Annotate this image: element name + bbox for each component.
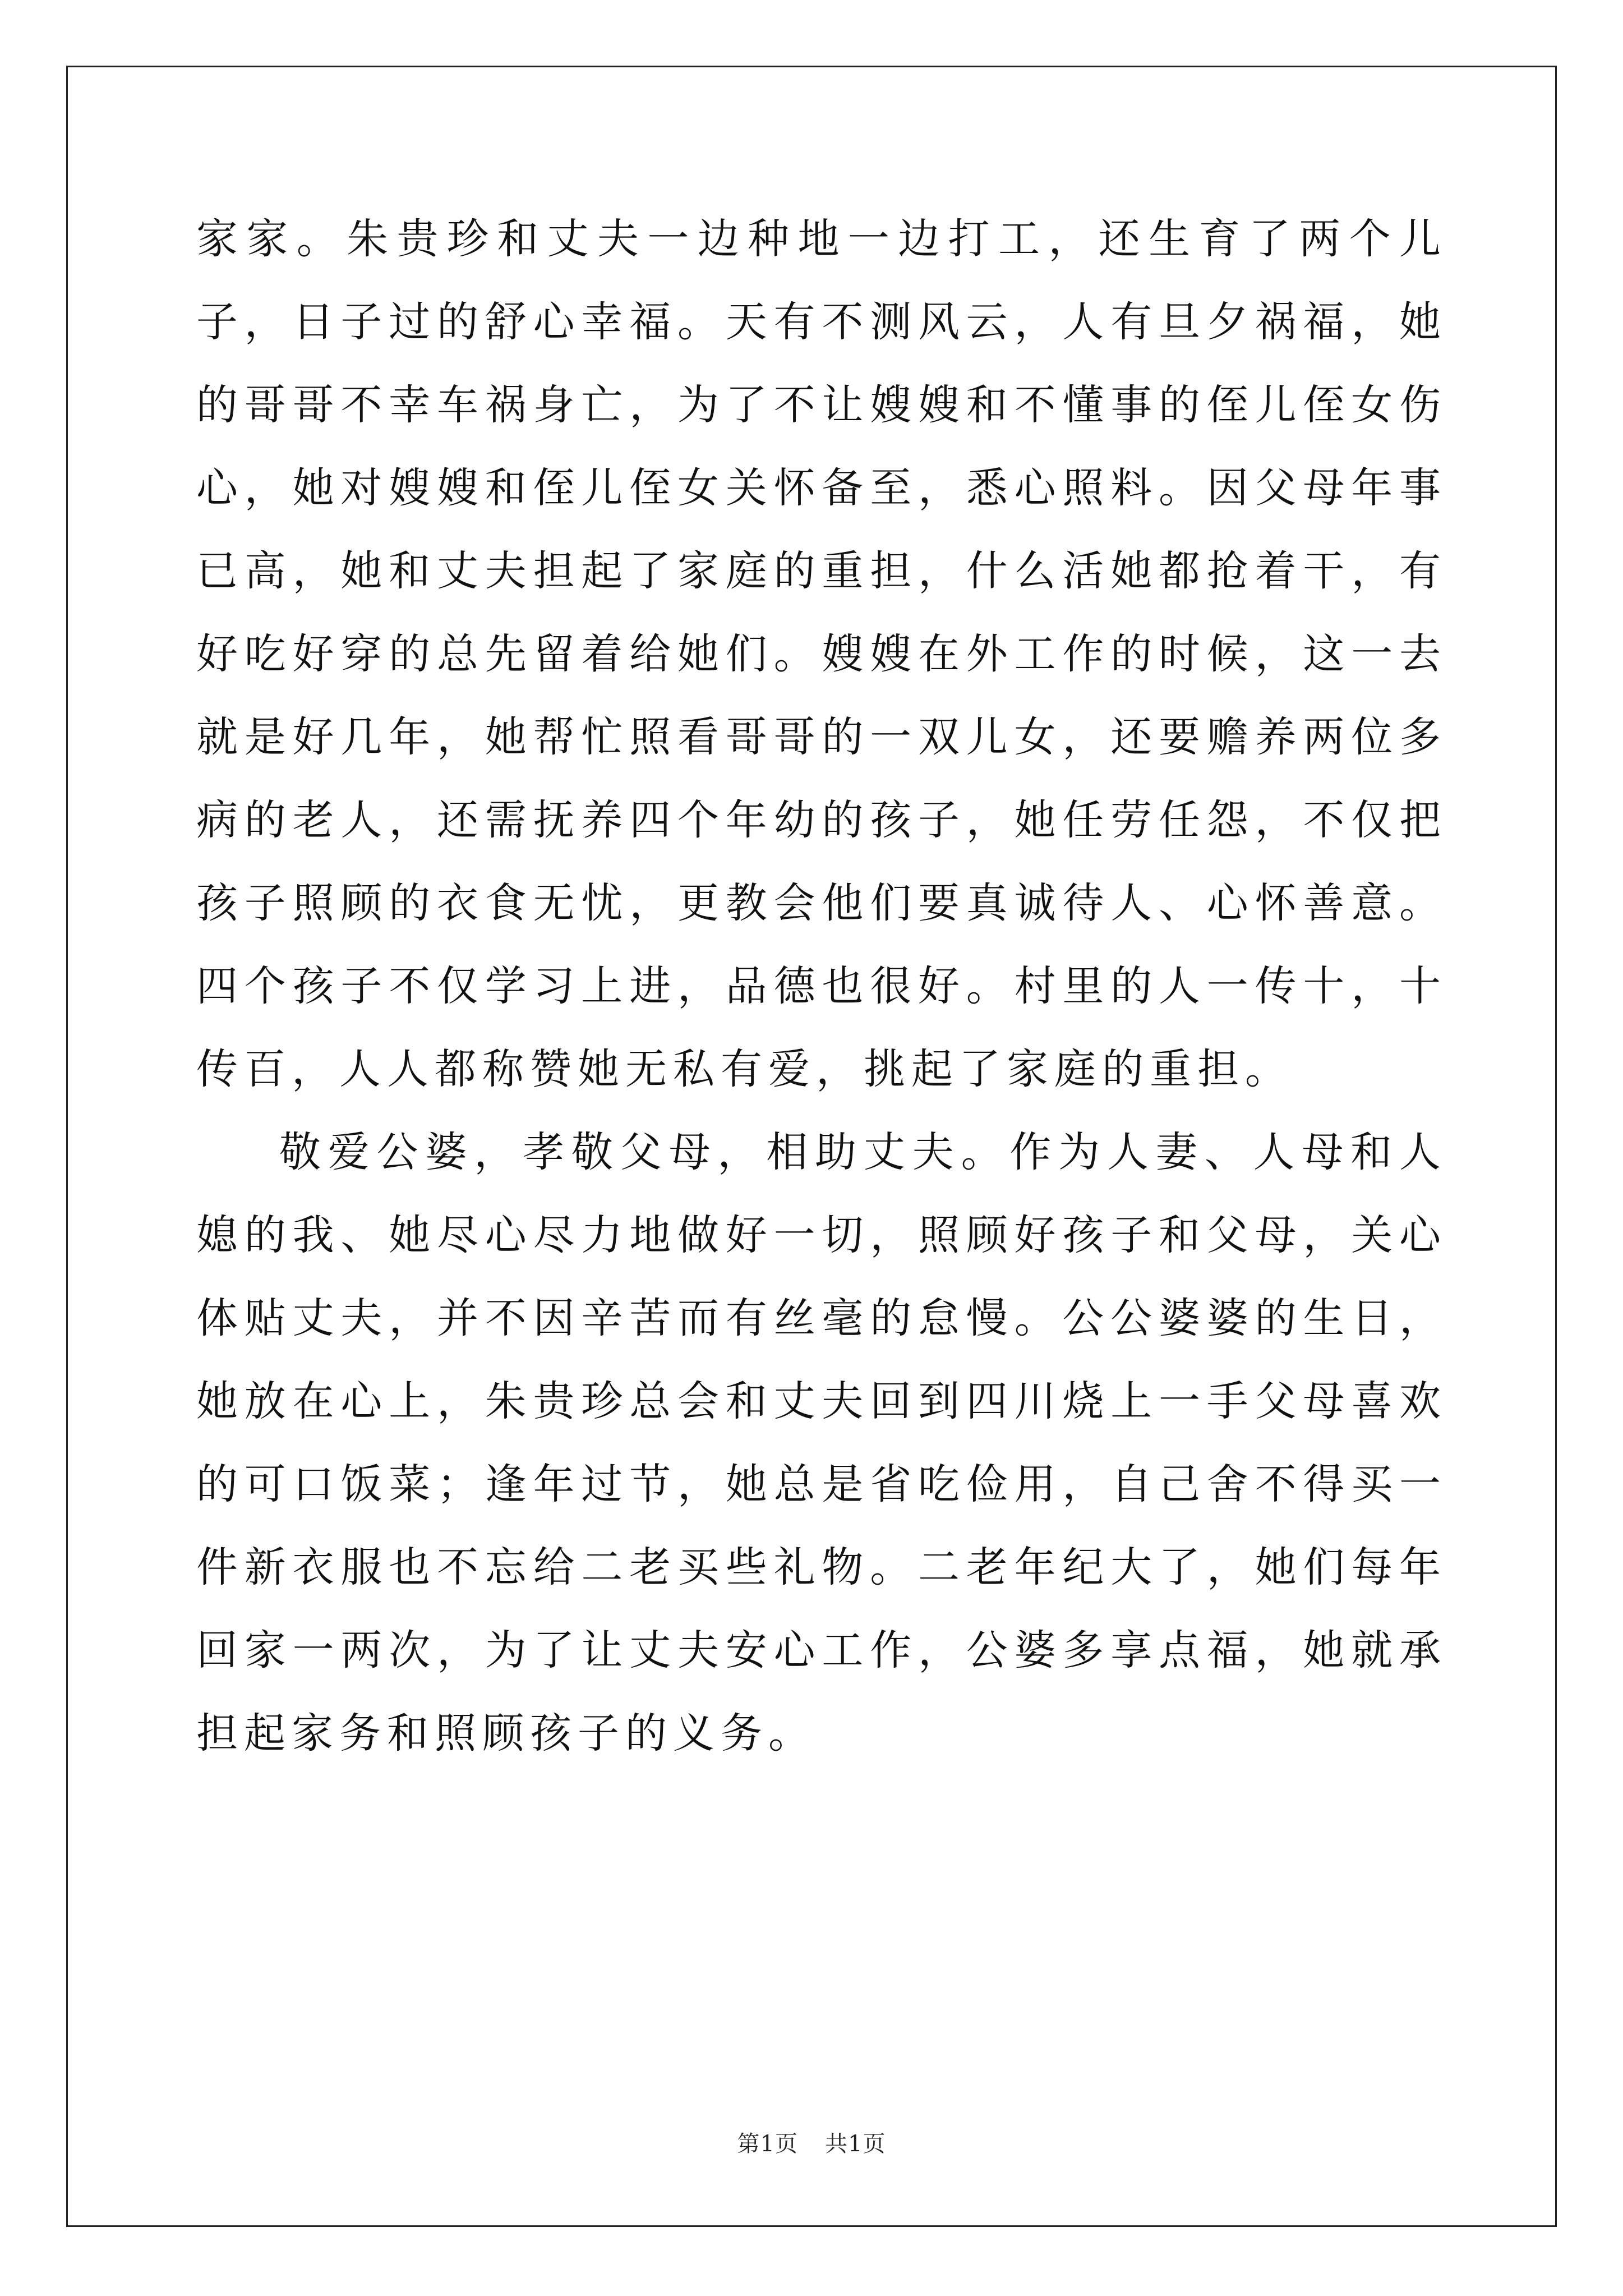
page-footer bbox=[0, 2126, 1623, 2158]
document-body bbox=[196, 197, 1447, 1775]
page-number: 第1页 bbox=[737, 2131, 798, 2157]
paragraph-1: 家家。朱贵珍和丈夫一边种地一边打工，还生育了两个儿子，日子过的舒心幸福。天有不测风云，人有旦夕祸福，她的哥哥不幸车祸身亡，为了不让嫂嫂和不懂事的侄儿侄女伤心，她对嫂嫂和侄儿侄女关怀备至，悉心照料。因父母年事已高，她和丈夫担起了家庭的重担，什么活她都抢着干，有好吃好穿的总先留着给她们。嫂嫂在外工作的时候，这一去就是好几年，她帮忙照看哥哥的一双儿女，还要赡养两位多病的老人，还需抚养四个年幼的孩子，她任劳任怨，不仅把孩子照顾的衣食无忧，更教会他们要真诚待人、心怀善意。四个孩子不仅学习上进，品德也很好。村里的人一传十，十传百，人人都称赞她无私有爱，挑起了家庭的重担。 bbox=[196, 215, 1447, 1093]
page-total: 共1页 bbox=[825, 2131, 886, 2157]
paragraph-2: 敬爱公婆，孝敬父母，相助丈夫。作为人妻、人母和人媳的我、她尽心尽力地做好一切，照顾好孩子和父母，关心体贴丈夫，并不因辛苦而有丝毫的怠慢。公公婆婆的生日，她放在心上，朱贵珍总会和丈夫回到四川烧上一手父母喜欢的可口饭菜；逢年过节，她总是省吃俭用，自己舍不得买一件新衣服也不忘给二老买些礼物。二老年纪大了，她们每年回家一两次，为了让丈夫安心工作，公婆多享点福，她就承担起家务和照顾孩子的义务。 bbox=[196, 1128, 1447, 1757]
